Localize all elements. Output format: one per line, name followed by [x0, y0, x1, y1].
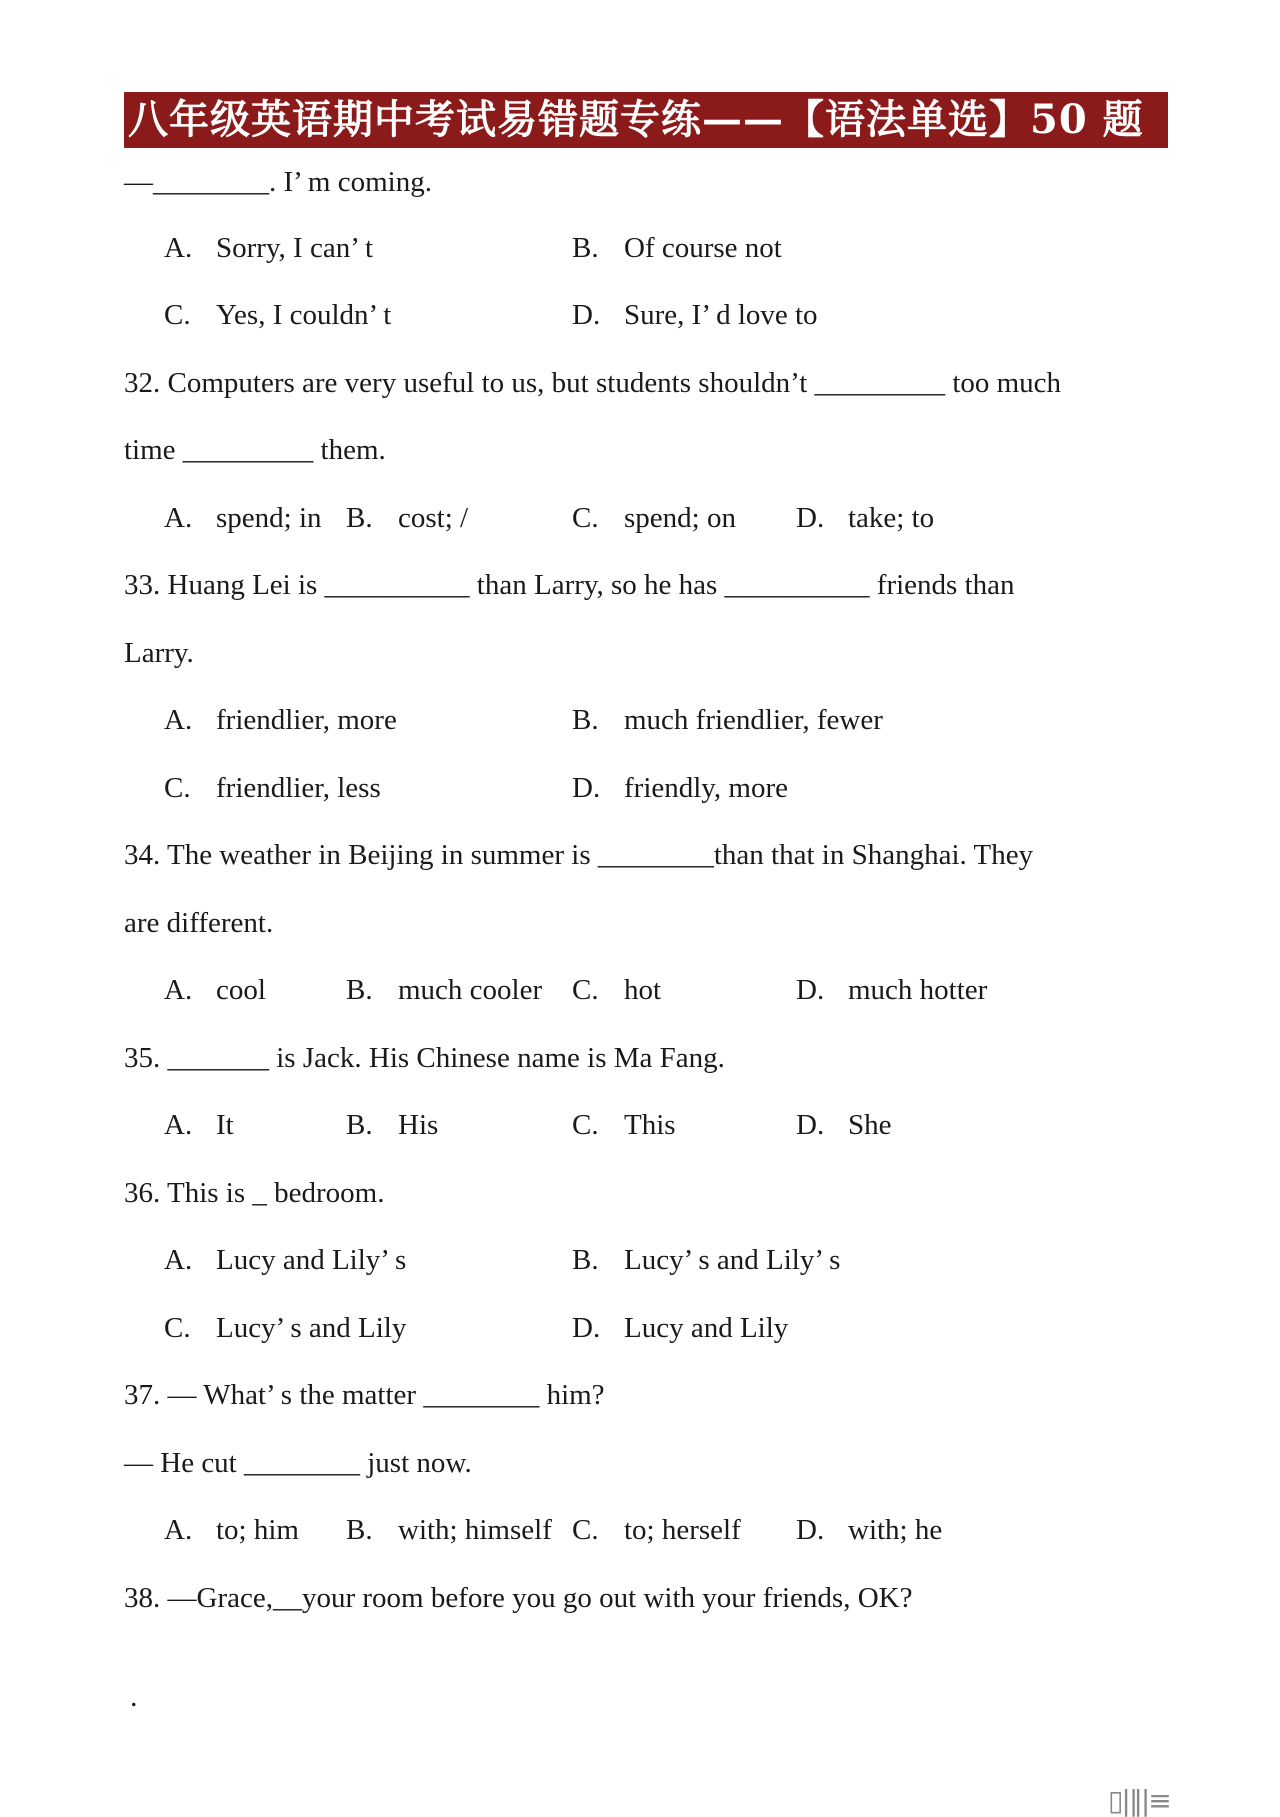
q33-option-c: [164, 768, 381, 808]
q33-prompt-line1: 33. Huang Lei is __________ than Larry, so he has __________ friends than: [124, 569, 1015, 601]
option-text: Yes, I couldn’ t: [216, 299, 392, 331]
q37-prompt-line1: 37. — What’ s the matter ________ him?: [124, 1379, 605, 1411]
option-text: friendlier, more: [216, 704, 397, 736]
q32-option-d: [796, 498, 934, 538]
option-text: much cooler: [398, 974, 543, 1006]
q31-option-d: [572, 295, 818, 335]
q32-prompt-line2: time _________ them.: [124, 434, 386, 466]
option-key: B.: [572, 232, 599, 264]
option-text: spend; on: [624, 502, 736, 534]
option-key: D.: [796, 502, 825, 534]
q32-option-b: [346, 498, 468, 538]
q35-prompt: 35. _______ is Jack. His Chinese name is Ma Fang.: [124, 1042, 725, 1074]
q35-option-a: [164, 1105, 234, 1145]
option-text: with; he: [848, 1514, 943, 1546]
option-key: B.: [572, 704, 599, 736]
option-text: Lucy’ s and Lily’ s: [624, 1244, 841, 1276]
option-key: D.: [572, 1312, 601, 1344]
q35-option-b: [346, 1105, 438, 1145]
q37-option-d: [796, 1510, 942, 1550]
option-key: A.: [164, 974, 193, 1006]
q33-option-b: [572, 700, 883, 740]
option-key: D.: [796, 1109, 825, 1141]
document-title: 八年级英语期中考试易错题专练——【语法单选】50 题: [124, 92, 1168, 148]
option-text: This: [624, 1109, 676, 1141]
q34-option-a: [164, 970, 266, 1010]
q34-option-b: [346, 970, 542, 1010]
q36-prompt: 36. This is _ bedroom.: [124, 1177, 385, 1209]
option-key: C.: [572, 1514, 599, 1546]
option-key: A.: [164, 1514, 193, 1546]
q33-prompt-line2: Larry.: [124, 637, 194, 669]
q33-option-a: [164, 700, 397, 740]
option-key: C.: [572, 502, 599, 534]
option-key: B.: [572, 1244, 599, 1276]
option-text: Lucy and Lily’ s: [216, 1244, 407, 1276]
q37-prompt-line2: — He cut ________ just now.: [124, 1447, 472, 1479]
q32-option-c: [572, 498, 736, 538]
option-key: B.: [346, 974, 373, 1006]
option-text: Lucy’ s and Lily: [216, 1312, 407, 1344]
q36-option-d: [572, 1308, 788, 1348]
option-text: friendlier, less: [216, 772, 381, 804]
option-key: C.: [164, 1312, 191, 1344]
option-key: C.: [164, 299, 191, 331]
option-key: A.: [164, 1244, 193, 1276]
q31-option-b: [572, 228, 782, 268]
watermark-icon: ▯|‖|≡: [1108, 1784, 1170, 1817]
option-key: D.: [572, 772, 601, 804]
q37-option-a: [164, 1510, 299, 1550]
option-key: C.: [164, 772, 191, 804]
q37-option-b: [346, 1510, 552, 1550]
q36-option-b: [572, 1240, 840, 1280]
q31-prompt: —________. I’ m coming.: [124, 166, 432, 198]
option-key: C.: [572, 1109, 599, 1141]
option-key: B.: [346, 502, 373, 534]
q31-option-a: [164, 228, 373, 268]
q34-option-c: [572, 970, 661, 1010]
q34-option-d: [796, 970, 987, 1010]
option-key: D.: [796, 1514, 825, 1546]
option-text: cost; /: [398, 502, 469, 534]
option-text: Lucy and Lily: [624, 1312, 789, 1344]
q33-option-d: [572, 768, 788, 808]
q37-option-c: [572, 1510, 741, 1550]
option-key: D.: [572, 299, 601, 331]
option-text: Of course not: [624, 232, 782, 264]
option-text: much hotter: [848, 974, 988, 1006]
option-text: much friendlier, fewer: [624, 704, 883, 736]
option-key: C.: [572, 974, 599, 1006]
q38-prompt: 38. —Grace,__your room before you go out with your friends, OK?: [124, 1582, 913, 1614]
option-text: spend; in: [216, 502, 322, 534]
q34-prompt-line1: 34. The weather in Beijing in summer is ________than that in Shanghai. They: [124, 839, 1034, 871]
q34-prompt-line2: are different.: [124, 907, 274, 939]
q35-option-c: [572, 1105, 676, 1145]
option-text: friendly, more: [624, 772, 789, 804]
option-text: Sure, I’ d love to: [624, 299, 818, 331]
option-text: take; to: [848, 502, 935, 534]
trailing-dot: .: [130, 1680, 138, 1713]
q35-option-d: [796, 1105, 892, 1145]
option-key: A.: [164, 502, 193, 534]
option-text: cool: [216, 974, 266, 1006]
q31-option-c: [164, 295, 391, 335]
option-key: B.: [346, 1109, 373, 1141]
q36-option-c: [164, 1308, 406, 1348]
q32-prompt-line1: 32. Computers are very useful to us, but students shouldn’t _________ too much: [124, 367, 1062, 399]
option-text: His: [398, 1109, 439, 1141]
option-key: B.: [346, 1514, 373, 1546]
option-text: to; herself: [624, 1514, 741, 1546]
option-text: with; himself: [398, 1514, 552, 1546]
option-text: She: [848, 1109, 892, 1141]
option-text: to; him: [216, 1514, 299, 1546]
option-text: It: [216, 1109, 234, 1141]
option-key: A.: [164, 704, 193, 736]
option-key: A.: [164, 1109, 193, 1141]
q36-option-a: [164, 1240, 406, 1280]
option-text: Sorry, I can’ t: [216, 232, 374, 264]
option-key: A.: [164, 232, 193, 264]
option-text: hot: [624, 974, 662, 1006]
q32-option-a: [164, 498, 322, 538]
option-key: D.: [796, 974, 825, 1006]
